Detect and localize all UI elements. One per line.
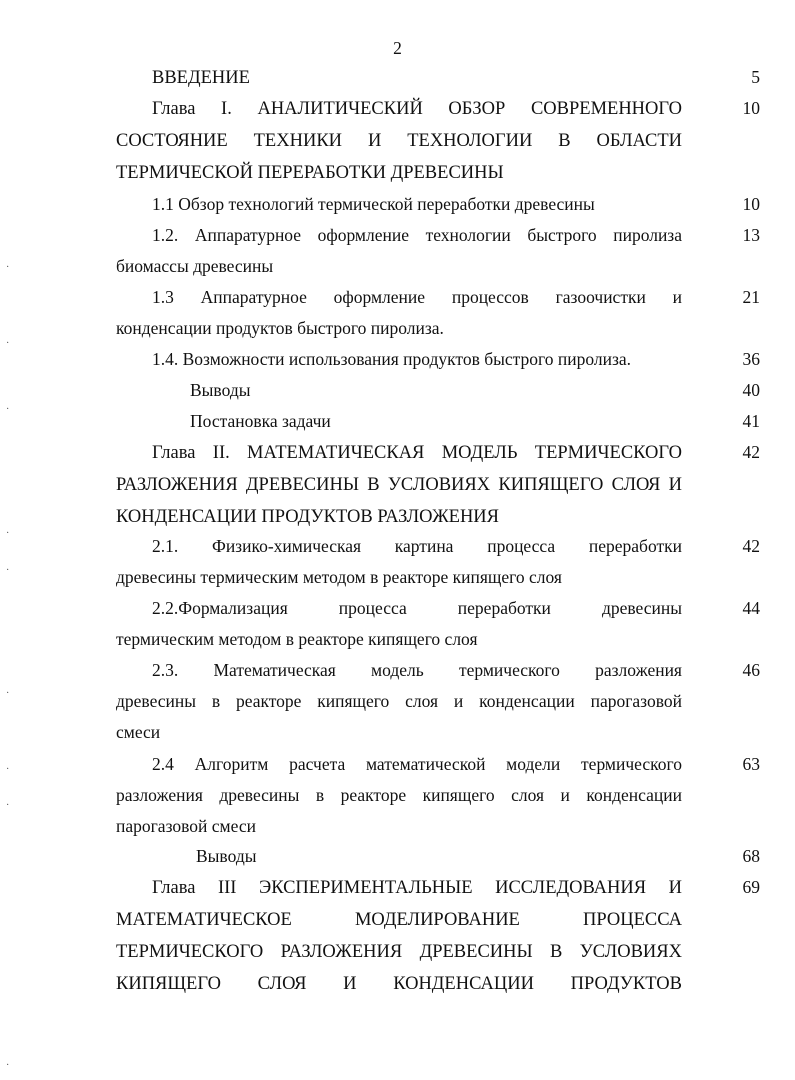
toc-page-number: 36 xyxy=(742,349,760,369)
toc-entry-line: КИПЯЩЕГО СЛОЯ И КОНДЕНСАЦИИ ПРОДУКТОВ xyxy=(116,974,682,994)
scan-speck: · xyxy=(6,764,10,775)
toc-page-number: 10 xyxy=(742,194,760,214)
toc-entry-section xyxy=(116,189,682,220)
toc-entry-line: разложения древесины в реакторе кипящего слоя и конденсации xyxy=(116,785,682,805)
scan-speck: · xyxy=(6,565,10,576)
toc-page-number: 69 xyxy=(742,877,760,897)
toc-page-number: 21 xyxy=(742,287,760,307)
toc-entry-line: Постановка задачи xyxy=(190,411,331,431)
toc-page-number: 46 xyxy=(742,660,760,680)
toc-entry-conclusions xyxy=(116,375,682,406)
toc-entry-line: ТЕРМИЧЕСКОГО РАЗЛОЖЕНИЯ ДРЕВЕСИНЫ В УСЛОВИЯХ xyxy=(116,942,682,962)
toc-entry-line: парогазовой смеси xyxy=(116,816,256,836)
toc-entry-line: древесины в реакторе кипящего слоя и конденсации парогазовой xyxy=(116,691,682,711)
toc-entry-chapter-2 xyxy=(116,437,682,533)
toc-entry-line: Выводы xyxy=(190,380,251,400)
toc-entry-line: 2.1. Физико-химическая картина процесса переработки xyxy=(152,536,682,556)
scan-speck: · xyxy=(6,688,10,699)
toc-entry-line: смеси xyxy=(116,722,161,742)
toc-page-number: 13 xyxy=(742,225,760,245)
toc-entry-line: 1.3 Аппаратурное оформление процессов газоочистки и xyxy=(152,287,682,307)
toc-entry-chapter-3 xyxy=(116,872,682,1000)
toc-entry-line: КОНДЕНСАЦИИ ПРОДУКТОВ РАЗЛОЖЕНИЯ xyxy=(116,507,499,527)
toc-entry-line: Выводы xyxy=(196,846,257,866)
toc-entry-introduction xyxy=(116,62,682,94)
toc-entry-line: 1.4. Возможности использования продуктов быстрого пиролиза. xyxy=(152,349,632,369)
toc-entry-line: древесины термическим методом в реакторе кипящего слоя xyxy=(116,567,562,587)
toc-entry-line: Глава II. МАТЕМАТИЧЕСКАЯ МОДЕЛЬ ТЕРМИЧЕСКОГО xyxy=(152,443,682,463)
scan-speck: · xyxy=(6,404,10,415)
toc-page-number: 41 xyxy=(742,411,760,431)
toc-page-number: 42 xyxy=(742,442,760,462)
toc-entry-line: РАЗЛОЖЕНИЯ ДРЕВЕСИНЫ В УСЛОВИЯХ КИПЯЩЕГО СЛОЯ И xyxy=(116,475,682,495)
toc-entry-problem-statement xyxy=(116,406,682,437)
toc-page-number: 68 xyxy=(742,846,760,866)
toc-entry-line: Глава I. АНАЛИТИЧЕСКИЙ ОБЗОР СОВРЕМЕННОГО xyxy=(152,99,682,119)
toc-entry-line: ВВЕДЕНИЕ xyxy=(152,68,250,88)
toc-page-number: 63 xyxy=(742,754,760,774)
toc-entry-line: СОСТОЯНИЕ ТЕХНИКИ И ТЕХНОЛОГИИ В ОБЛАСТИ xyxy=(116,131,682,151)
toc-entry-line: 2.4 Алгоритм расчета математической модели термического xyxy=(152,754,682,774)
toc-entry-section xyxy=(116,749,682,842)
toc-entry-section xyxy=(116,655,682,748)
toc-entry-section xyxy=(116,282,682,344)
scan-speck: · xyxy=(6,1060,10,1071)
toc-page-number: 10 xyxy=(742,98,760,118)
toc-page-number: 42 xyxy=(742,536,760,556)
toc-entry-section xyxy=(116,344,682,375)
toc-entry-section xyxy=(116,593,682,655)
toc-entry-conclusions xyxy=(116,841,682,872)
toc-entry-line: 2.2.Формализация процесса переработки древесины xyxy=(152,598,682,618)
toc-page-number: 5 xyxy=(751,67,760,87)
toc-entry-chapter-1 xyxy=(116,93,682,189)
toc-entry-section xyxy=(116,220,682,282)
toc-page-number: 40 xyxy=(742,380,760,400)
scan-speck: · xyxy=(6,528,10,539)
toc-entry-line: термическим методом в реакторе кипящего слоя xyxy=(116,629,478,649)
toc-entry-line: МАТЕМАТИЧЕСКОЕ МОДЕЛИРОВАНИЕ ПРОЦЕССА xyxy=(116,910,682,930)
toc-entry-line: 2.3. Математическая модель термического разложения xyxy=(152,660,682,680)
scan-speck: · xyxy=(6,338,10,349)
toc-entry-line: конденсации продуктов быстрого пиролиза. xyxy=(116,318,444,338)
scan-speck: · xyxy=(6,800,10,811)
toc-entry-line: 1.2. Аппаратурное оформление технологии быстрого пиролиза xyxy=(152,225,682,245)
toc-entry-line: 1.1 Обзор технологий термической переработки древесины xyxy=(152,194,595,214)
toc-page-number: 44 xyxy=(742,598,760,618)
page-number: 2 xyxy=(393,38,402,58)
toc-entry-section xyxy=(116,531,682,593)
toc-entry-line: биомассы древесины xyxy=(116,256,274,276)
toc-entry-line: ТЕРМИЧЕСКОЙ ПЕРЕРАБОТКИ ДРЕВЕСИНЫ xyxy=(116,163,504,183)
toc-entry-line: Глава III ЭКСПЕРИМЕНТАЛЬНЫЕ ИССЛЕДОВАНИЯ И xyxy=(152,878,682,898)
scan-speck: · xyxy=(6,262,10,273)
